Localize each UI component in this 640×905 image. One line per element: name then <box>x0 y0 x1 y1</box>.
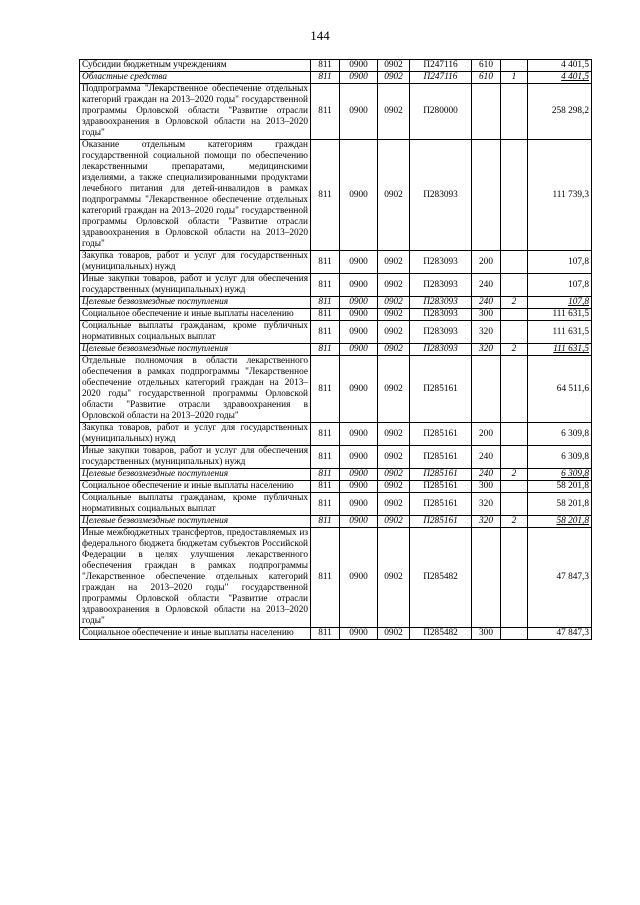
cell-csr: П285161 <box>410 469 472 481</box>
cell-sum: 47 847,3 <box>528 528 592 628</box>
cell-name: Иные межбюджетных трансфертов, предоставляемых из федерального бюджета бюджетам субъектов Российской Федерации в целях улучшения лекарственного обеспечения граждан в рамках подпрограммы "Лекарственное обеспечение отдельных категорий граждан на 2013–2020 годы" государственной программы Орловской области "Развитие отрасли здравоохранения в Орловской области на 2013–2020 годы" <box>80 528 311 628</box>
cell-sum: 58 201,8 <box>528 481 592 493</box>
table-row <box>80 84 592 140</box>
cell-pr: 0902 <box>378 516 410 528</box>
budget-table <box>79 59 592 640</box>
cell-name: Отдельные полномочия в области лекарственного обеспечения в рамках подпрограммы "Лекарственное обеспечение отдельных категорий граждан на 2013–2020 годы" государственной программы Орловской области "Развитие отрасли здравоохранения в Орловской области на 2013–2020 годы" <box>80 356 311 423</box>
cell-rz: 0900 <box>340 72 378 84</box>
cell-ved: 811 <box>311 493 340 516</box>
cell-pr: 0902 <box>378 446 410 469</box>
cell-csr: П285161 <box>410 516 472 528</box>
cell-ku <box>501 321 528 344</box>
cell-ved: 811 <box>311 628 340 640</box>
cell-ved: 811 <box>311 469 340 481</box>
cell-sum: 64 511,6 <box>528 356 592 423</box>
cell-csr: П285482 <box>410 528 472 628</box>
cell-csr: П283093 <box>410 344 472 356</box>
cell-pr: 0902 <box>378 628 410 640</box>
cell-name: Социальное обеспечение и иные выплаты населению <box>80 309 311 321</box>
cell-ku <box>501 446 528 469</box>
cell-csr: П283093 <box>410 321 472 344</box>
cell-sum: 4 401,5 <box>528 72 592 84</box>
table-row <box>80 321 592 344</box>
cell-sum: 107,8 <box>528 297 592 309</box>
cell-vr: 300 <box>472 309 501 321</box>
cell-ved: 811 <box>311 321 340 344</box>
table-row <box>80 274 592 297</box>
table-row <box>80 628 592 640</box>
cell-name: Областные средства <box>80 72 311 84</box>
cell-vr: 610 <box>472 72 501 84</box>
cell-ved: 811 <box>311 528 340 628</box>
cell-sum: 6 309,8 <box>528 423 592 446</box>
cell-sum: 111 631,5 <box>528 321 592 344</box>
cell-csr: П285161 <box>410 356 472 423</box>
cell-ved: 811 <box>311 423 340 446</box>
table-row <box>80 493 592 516</box>
cell-pr: 0902 <box>378 423 410 446</box>
cell-ved: 811 <box>311 274 340 297</box>
cell-pr: 0902 <box>378 356 410 423</box>
cell-vr: 240 <box>472 446 501 469</box>
cell-rz: 0900 <box>340 140 378 251</box>
cell-ku <box>501 423 528 446</box>
cell-ved: 811 <box>311 309 340 321</box>
cell-ku <box>501 356 528 423</box>
cell-rz: 0900 <box>340 297 378 309</box>
table-row <box>80 297 592 309</box>
cell-sum: 111 631,5 <box>528 309 592 321</box>
table-row <box>80 72 592 84</box>
cell-ved: 811 <box>311 516 340 528</box>
cell-rz: 0900 <box>340 60 378 72</box>
cell-vr: 320 <box>472 516 501 528</box>
cell-pr: 0902 <box>378 344 410 356</box>
cell-sum: 47 847,3 <box>528 628 592 640</box>
cell-rz: 0900 <box>340 344 378 356</box>
cell-csr: П283093 <box>410 297 472 309</box>
table-row <box>80 140 592 251</box>
cell-csr: П285482 <box>410 628 472 640</box>
cell-name: Социальные выплаты гражданам, кроме публичных нормативных социальных выплат <box>80 493 311 516</box>
cell-name: Иные закупки товаров, работ и услуг для обеспечения государственных (муниципальных) нужд <box>80 274 311 297</box>
cell-vr <box>472 528 501 628</box>
cell-ku <box>501 481 528 493</box>
cell-ved: 811 <box>311 481 340 493</box>
cell-rz: 0900 <box>340 469 378 481</box>
cell-vr: 200 <box>472 423 501 446</box>
cell-ku <box>501 628 528 640</box>
cell-csr: П285161 <box>410 481 472 493</box>
cell-vr <box>472 140 501 251</box>
cell-ku <box>501 140 528 251</box>
cell-ku <box>501 60 528 72</box>
cell-sum: 6 309,8 <box>528 446 592 469</box>
cell-ku <box>501 493 528 516</box>
cell-ved: 811 <box>311 140 340 251</box>
cell-csr: П285161 <box>410 493 472 516</box>
cell-rz: 0900 <box>340 251 378 274</box>
cell-rz: 0900 <box>340 516 378 528</box>
cell-vr: 240 <box>472 274 501 297</box>
cell-pr: 0902 <box>378 309 410 321</box>
cell-pr: 0902 <box>378 297 410 309</box>
cell-rz: 0900 <box>340 274 378 297</box>
cell-pr: 0902 <box>378 528 410 628</box>
cell-csr: П247116 <box>410 72 472 84</box>
cell-vr: 320 <box>472 493 501 516</box>
cell-name: Закупка товаров, работ и услуг для государственных (муниципальных) нужд <box>80 423 311 446</box>
cell-pr: 0902 <box>378 140 410 251</box>
cell-name: Целевые безвозмездные поступления <box>80 516 311 528</box>
table-row <box>80 469 592 481</box>
cell-pr: 0902 <box>378 84 410 140</box>
table-row <box>80 344 592 356</box>
cell-rz: 0900 <box>340 423 378 446</box>
cell-ku: 2 <box>501 469 528 481</box>
cell-pr: 0902 <box>378 493 410 516</box>
cell-sum: 111 739,3 <box>528 140 592 251</box>
cell-name: Иные закупки товаров, работ и услуг для обеспечения государственных (муниципальных) нужд <box>80 446 311 469</box>
cell-ku: 2 <box>501 516 528 528</box>
cell-name: Подпрограмма "Лекарственное обеспечение отдельных категорий граждан на 2013–2020 годы" государственной программы Орловской области "Развитие отрасли здравоохранения в Орловской области на 2013–2020 годы" <box>80 84 311 140</box>
cell-sum: 58 201,8 <box>528 493 592 516</box>
table-row <box>80 528 592 628</box>
cell-name: Оказание отдельным категориям граждан государственной социальной помощи по обеспечению лекарственными препаратами, медицинскими изделиями, а также специализированными продуктами лечебного питания для детей-инвалидов в рамках подпрограммы "Лекарственное обеспечение отдельных категорий граждан на 2013–2020 годы" государственной программы Орловской области "Развитие отрасли здравоохранения в Орловской области на 2013–2020 годы" <box>80 140 311 251</box>
cell-pr: 0902 <box>378 321 410 344</box>
cell-ku <box>501 84 528 140</box>
cell-sum: 111 631,5 <box>528 344 592 356</box>
cell-vr <box>472 356 501 423</box>
cell-csr: П285161 <box>410 446 472 469</box>
cell-ku <box>501 309 528 321</box>
cell-csr: П283093 <box>410 309 472 321</box>
cell-csr: П283093 <box>410 251 472 274</box>
cell-ved: 811 <box>311 84 340 140</box>
cell-name: Социальное обеспечение и иные выплаты населению <box>80 481 311 493</box>
table-row <box>80 481 592 493</box>
cell-sum: 4 401,5 <box>528 60 592 72</box>
cell-ku: 1 <box>501 72 528 84</box>
cell-ku <box>501 274 528 297</box>
cell-name: Целевые безвозмездные поступления <box>80 297 311 309</box>
cell-pr: 0902 <box>378 481 410 493</box>
cell-ku: 2 <box>501 297 528 309</box>
cell-csr: П283093 <box>410 274 472 297</box>
cell-rz: 0900 <box>340 493 378 516</box>
cell-name: Субсидии бюджетным учреждениям <box>80 60 311 72</box>
cell-pr: 0902 <box>378 274 410 297</box>
cell-ved: 811 <box>311 60 340 72</box>
table-row <box>80 423 592 446</box>
cell-vr: 240 <box>472 297 501 309</box>
cell-csr: П280000 <box>410 84 472 140</box>
cell-name: Закупка товаров, работ и услуг для государственных (муниципальных) нужд <box>80 251 311 274</box>
cell-rz: 0900 <box>340 446 378 469</box>
cell-name: Целевые безвозмездные поступления <box>80 344 311 356</box>
cell-pr: 0902 <box>378 251 410 274</box>
cell-ved: 811 <box>311 344 340 356</box>
cell-rz: 0900 <box>340 309 378 321</box>
table-row <box>80 516 592 528</box>
cell-ved: 811 <box>311 251 340 274</box>
cell-rz: 0900 <box>340 321 378 344</box>
cell-sum: 258 298,2 <box>528 84 592 140</box>
cell-rz: 0900 <box>340 481 378 493</box>
cell-csr: П285161 <box>410 423 472 446</box>
cell-ved: 811 <box>311 356 340 423</box>
cell-sum: 107,8 <box>528 251 592 274</box>
cell-sum: 58 201,8 <box>528 516 592 528</box>
cell-rz: 0900 <box>340 356 378 423</box>
cell-ku <box>501 251 528 274</box>
cell-sum: 107,8 <box>528 274 592 297</box>
cell-pr: 0902 <box>378 469 410 481</box>
cell-ved: 811 <box>311 446 340 469</box>
cell-vr: 240 <box>472 469 501 481</box>
cell-vr: 300 <box>472 628 501 640</box>
cell-vr: 200 <box>472 251 501 274</box>
cell-ku <box>501 528 528 628</box>
cell-vr: 320 <box>472 344 501 356</box>
table-row <box>80 446 592 469</box>
cell-ku: 2 <box>501 344 528 356</box>
cell-ved: 811 <box>311 297 340 309</box>
table-row <box>80 60 592 72</box>
cell-csr: П283093 <box>410 140 472 251</box>
cell-vr: 300 <box>472 481 501 493</box>
cell-rz: 0900 <box>340 628 378 640</box>
cell-csr: П247116 <box>410 60 472 72</box>
cell-ved: 811 <box>311 72 340 84</box>
table-row <box>80 309 592 321</box>
cell-rz: 0900 <box>340 528 378 628</box>
cell-name: Социальное обеспечение и иные выплаты населению <box>80 628 311 640</box>
cell-sum: 6 309,8 <box>528 469 592 481</box>
cell-name: Целевые безвозмездные поступления <box>80 469 311 481</box>
table-row <box>80 356 592 423</box>
cell-rz: 0900 <box>340 84 378 140</box>
cell-name: Социальные выплаты гражданам, кроме публичных нормативных социальных выплат <box>80 321 311 344</box>
table-row <box>80 251 592 274</box>
cell-pr: 0902 <box>378 72 410 84</box>
cell-vr: 320 <box>472 321 501 344</box>
cell-pr: 0902 <box>378 60 410 72</box>
cell-vr: 610 <box>472 60 501 72</box>
page-number: 144 <box>310 28 330 43</box>
cell-vr <box>472 84 501 140</box>
